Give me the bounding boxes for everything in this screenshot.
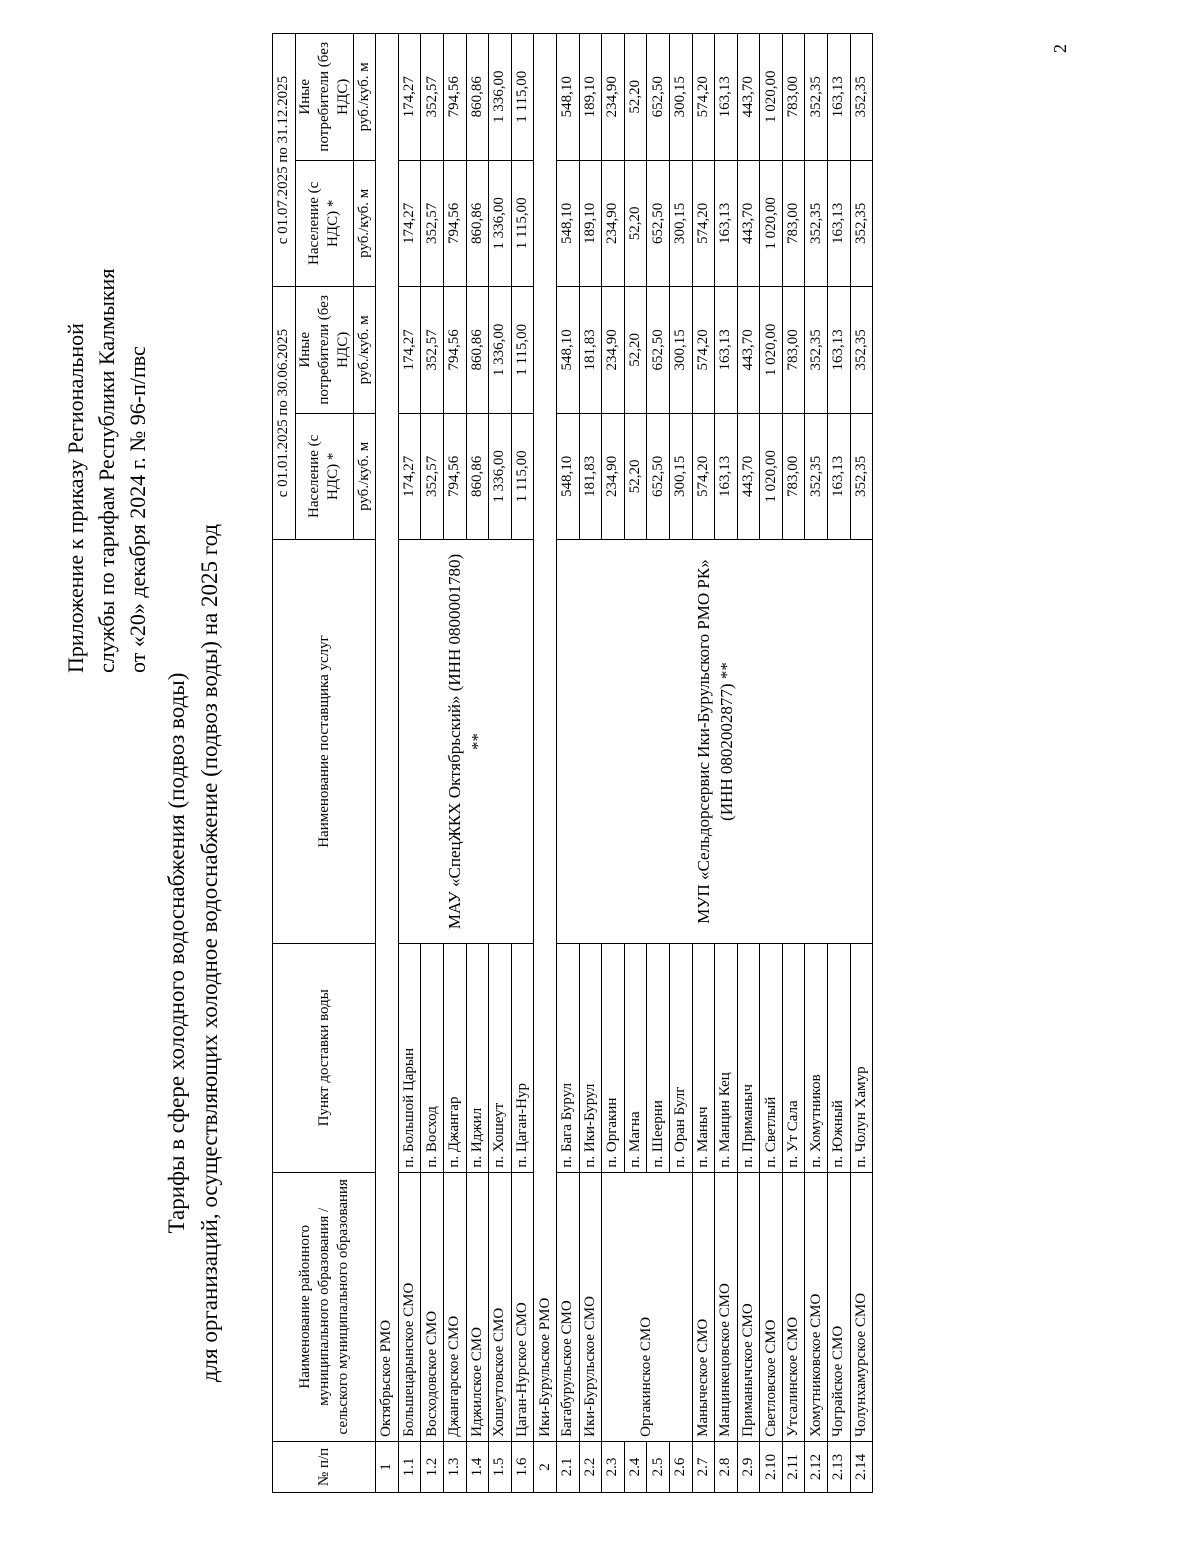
row-num: 2.7 — [692, 1441, 715, 1492]
tariff-population-h1: 783,00 — [782, 413, 805, 540]
tariff-population-h2: 443,70 — [737, 160, 760, 287]
tariff-population-h2: 548,10 — [556, 160, 579, 287]
row-num: 2.1 — [556, 1441, 579, 1492]
tariff-population-h2: 652,50 — [647, 160, 670, 287]
tariff-other-h2: 794,56 — [443, 34, 466, 161]
row-num: 2.3 — [602, 1441, 625, 1492]
tariff-population-h2: 794,56 — [443, 160, 466, 287]
delivery-point-cell: п. Иджил — [466, 943, 489, 1172]
appendix-line: от «20» декабря 2024 г. № 96-п/пвс — [125, 346, 150, 673]
row-num: 2.13 — [828, 1441, 851, 1492]
row-num: 1.2 — [421, 1441, 444, 1492]
supplier-cell: МУП «Сельдорсервис Ики-Бурульского РМО РК» (ИНН 0802002877) ** — [556, 540, 872, 944]
tariff-population-h2: 352,57 — [421, 160, 444, 287]
municipality-cell: Утсалинское СМО — [782, 1172, 805, 1441]
delivery-point-cell: п. Оран Булг — [669, 943, 692, 1172]
tariff-other-h1: 174,27 — [398, 287, 421, 414]
tariff-population-h1: 1 336,00 — [489, 413, 512, 540]
row-num: 1.5 — [489, 1441, 512, 1492]
tariff-population-h2: 52,20 — [624, 160, 647, 287]
title-line: Тарифы в сфере холодного водоснабжения (подвоз воды) — [164, 672, 189, 1234]
tariff-population-h1: 52,20 — [624, 413, 647, 540]
appendix-header — [60, 113, 153, 673]
tariff-population-h2: 234,90 — [602, 160, 625, 287]
table-row — [556, 34, 579, 1493]
tariff-other-h2: 163,13 — [828, 34, 851, 161]
tariff-population-h1: 794,56 — [443, 413, 466, 540]
row-num: 2.10 — [760, 1441, 783, 1492]
tariff-other-h1: 1 020,00 — [760, 287, 783, 414]
group-num: 2 — [534, 1441, 557, 1492]
table-row — [398, 34, 421, 1493]
municipality-cell: Хошеутовское СМО — [489, 1172, 512, 1441]
tariff-population-h1: 1 115,00 — [511, 413, 534, 540]
document-title — [160, 503, 226, 1403]
row-num: 1.4 — [466, 1441, 489, 1492]
group-row — [534, 34, 557, 1493]
tariff-population-h2: 352,35 — [805, 160, 828, 287]
tariff-other-h1: 181,83 — [579, 287, 602, 414]
municipality-cell: Приманычское СМО — [737, 1172, 760, 1441]
tariff-population-h1: 163,13 — [715, 413, 738, 540]
delivery-point-cell: п. Хошеут — [489, 943, 512, 1172]
tariff-other-h1: 794,56 — [443, 287, 466, 414]
header-other: Иные потребители (без НДС) — [295, 287, 353, 414]
municipality-cell: Хомутниковское СМО — [805, 1172, 828, 1441]
delivery-point-cell: п. Оргакин — [602, 943, 625, 1172]
tariff-population-h1: 163,13 — [828, 413, 851, 540]
tariff-population-h2: 1 336,00 — [489, 160, 512, 287]
tariff-population-h1: 234,90 — [602, 413, 625, 540]
group-name: Ики-Бурульское РМО — [534, 34, 557, 1442]
header-municipality: Наименование районного муниципального образования / сельского муниципального образования — [273, 1172, 376, 1441]
delivery-point-cell: п. Бага Бурул — [556, 943, 579, 1172]
delivery-point-cell: п. Светлый — [760, 943, 783, 1172]
delivery-point-cell: п. Манцин Кец — [715, 943, 738, 1172]
tariff-other-h1: 1 115,00 — [511, 287, 534, 414]
appendix-line: службы по тарифам Республики Калмыкия — [94, 268, 119, 673]
delivery-point-cell: п. Приманыч — [737, 943, 760, 1172]
tariff-other-h1: 352,35 — [850, 287, 873, 414]
tariff-other-h2: 1 336,00 — [489, 34, 512, 161]
tariff-other-h1: 163,13 — [715, 287, 738, 414]
tariff-other-h1: 548,10 — [556, 287, 579, 414]
municipality-cell: Багабурульское СМО — [556, 1172, 579, 1441]
tariff-other-h2: 1 115,00 — [511, 34, 534, 161]
supplier-cell: МАУ «СпецЖКХ Октябрьский» (ИНН 0800001780) ** — [398, 540, 534, 944]
municipality-cell: Чограйское СМО — [828, 1172, 851, 1441]
header-unit: руб./куб. м — [353, 287, 376, 414]
tariff-population-h1: 548,10 — [556, 413, 579, 540]
header-unit: руб./куб. м — [353, 413, 376, 540]
municipality-cell: Джангарское СМО — [443, 1172, 466, 1441]
tariff-other-h2: 652,50 — [647, 34, 670, 161]
tariff-population-h1: 174,27 — [398, 413, 421, 540]
row-num: 1.1 — [398, 1441, 421, 1492]
delivery-point-cell: п. Магна — [624, 943, 647, 1172]
header-period-2: с 01.07.2025 по 31.12.2025 — [273, 34, 296, 287]
tariff-other-h1: 783,00 — [782, 287, 805, 414]
tariff-population-h2: 163,13 — [828, 160, 851, 287]
tariff-other-h1: 860,86 — [466, 287, 489, 414]
tariff-other-h2: 443,70 — [737, 34, 760, 161]
row-num: 2.12 — [805, 1441, 828, 1492]
tariff-population-h1: 652,50 — [647, 413, 670, 540]
tariff-population-h1: 574,20 — [692, 413, 715, 540]
tariff-other-h1: 352,57 — [421, 287, 444, 414]
header-delivery-point: Пункт доставки воды — [273, 943, 376, 1172]
tariff-other-h2: 300,15 — [669, 34, 692, 161]
delivery-point-cell: п. Южный — [828, 943, 851, 1172]
tariff-other-h2: 352,57 — [421, 34, 444, 161]
delivery-point-cell: п. Цаган-Нур — [511, 943, 534, 1172]
municipality-cell: Светловское СМО — [760, 1172, 783, 1441]
municipality-cell: Восходовское СМО — [421, 1172, 444, 1441]
municipality-cell: Большецарынское СМО — [398, 1172, 421, 1441]
tariff-other-h1: 300,15 — [669, 287, 692, 414]
header-period-1: с 01.01.2025 по 30.06.2025 — [273, 287, 296, 540]
tariff-other-h1: 352,35 — [805, 287, 828, 414]
tariff-other-h2: 352,35 — [850, 34, 873, 161]
tariff-other-h2: 163,13 — [715, 34, 738, 161]
header-num: № п/п — [273, 1441, 376, 1492]
delivery-point-cell: п. Шеерни — [647, 943, 670, 1172]
tariff-population-h1: 860,86 — [466, 413, 489, 540]
tariff-other-h2: 860,86 — [466, 34, 489, 161]
tariff-population-h1: 352,35 — [850, 413, 873, 540]
delivery-point-cell: п. Ут Сала — [782, 943, 805, 1172]
row-num: 2.2 — [579, 1441, 602, 1492]
municipality-cell: Цаган-Нурское СМО — [511, 1172, 534, 1441]
header-population: Население (с НДС) * — [295, 160, 353, 287]
group-num: 1 — [376, 1441, 399, 1492]
municipality-cell: Оргакинское СМО — [602, 1172, 692, 1441]
tariff-table — [272, 33, 873, 1493]
page-number: 2 — [1050, 44, 1070, 53]
tariff-other-h2: 1 020,00 — [760, 34, 783, 161]
tariff-population-h1: 352,57 — [421, 413, 444, 540]
appendix-line: Приложение к приказу Региональной — [63, 323, 88, 673]
row-num: 2.14 — [850, 1441, 873, 1492]
row-num: 2.11 — [782, 1441, 805, 1492]
row-num: 2.4 — [624, 1441, 647, 1492]
municipality-cell: Иджилское СМО — [466, 1172, 489, 1441]
header-population: Население (с НДС) * — [295, 413, 353, 540]
tariff-other-h2: 352,35 — [805, 34, 828, 161]
tariff-other-h2: 174,27 — [398, 34, 421, 161]
municipality-cell: Манцинкецовское СМО — [715, 1172, 738, 1441]
tariff-other-h1: 163,13 — [828, 287, 851, 414]
tariff-population-h2: 163,13 — [715, 160, 738, 287]
header-unit: руб./куб. м — [353, 34, 376, 161]
tariff-population-h2: 189,10 — [579, 160, 602, 287]
header-supplier: Наименование поставщика услуг — [273, 540, 376, 944]
row-num: 1.6 — [511, 1441, 534, 1492]
header-unit: руб./куб. м — [353, 160, 376, 287]
tariff-other-h2: 52,20 — [624, 34, 647, 161]
tariff-other-h1: 443,70 — [737, 287, 760, 414]
tariff-population-h1: 1 020,00 — [760, 413, 783, 540]
tariff-other-h1: 1 336,00 — [489, 287, 512, 414]
tariff-other-h2: 783,00 — [782, 34, 805, 161]
table-body — [376, 34, 873, 1493]
row-num: 2.8 — [715, 1441, 738, 1492]
delivery-point-cell: п. Восход — [421, 943, 444, 1172]
tariff-other-h2: 189,10 — [579, 34, 602, 161]
group-row — [376, 34, 399, 1493]
municipality-cell: Чолунхамурское СМО — [850, 1172, 873, 1441]
group-name: Октябрьское РМО — [376, 34, 399, 1442]
row-num: 2.9 — [737, 1441, 760, 1492]
tariff-population-h2: 352,35 — [850, 160, 873, 287]
tariff-population-h1: 181,83 — [579, 413, 602, 540]
tariff-population-h1: 352,35 — [805, 413, 828, 540]
tariff-population-h2: 1 115,00 — [511, 160, 534, 287]
tariff-population-h2: 1 020,00 — [760, 160, 783, 287]
tariff-other-h1: 574,20 — [692, 287, 715, 414]
tariff-population-h1: 300,15 — [669, 413, 692, 540]
delivery-point-cell: п. Ики-Бурул — [579, 943, 602, 1172]
tariff-other-h1: 234,90 — [602, 287, 625, 414]
tariff-population-h2: 174,27 — [398, 160, 421, 287]
delivery-point-cell: п. Чолун Хамур — [850, 943, 873, 1172]
row-num: 2.5 — [647, 1441, 670, 1492]
tariff-population-h1: 443,70 — [737, 413, 760, 540]
delivery-point-cell: п. Большой Царын — [398, 943, 421, 1172]
municipality-cell: Ики-Бурульское СМО — [579, 1172, 602, 1441]
title-line: для организаций, осуществляющих холодное водоснабжение (подвоз воды) на 2025 год — [197, 523, 222, 1383]
row-num: 1.3 — [443, 1441, 466, 1492]
tariff-other-h2: 574,20 — [692, 34, 715, 161]
delivery-point-cell: п. Хомутников — [805, 943, 828, 1172]
tariff-other-h1: 652,50 — [647, 287, 670, 414]
row-num: 2.6 — [669, 1441, 692, 1492]
tariff-population-h2: 783,00 — [782, 160, 805, 287]
tariff-population-h2: 300,15 — [669, 160, 692, 287]
tariff-population-h2: 574,20 — [692, 160, 715, 287]
header-other: Иные потребители (без НДС) — [295, 34, 353, 161]
tariff-other-h2: 548,10 — [556, 34, 579, 161]
delivery-point-cell: п. Джангар — [443, 943, 466, 1172]
delivery-point-cell: п. Маныч — [692, 943, 715, 1172]
tariff-other-h2: 234,90 — [602, 34, 625, 161]
municipality-cell: Маныческое СМО — [692, 1172, 715, 1441]
tariff-other-h1: 52,20 — [624, 287, 647, 414]
tariff-population-h2: 860,86 — [466, 160, 489, 287]
